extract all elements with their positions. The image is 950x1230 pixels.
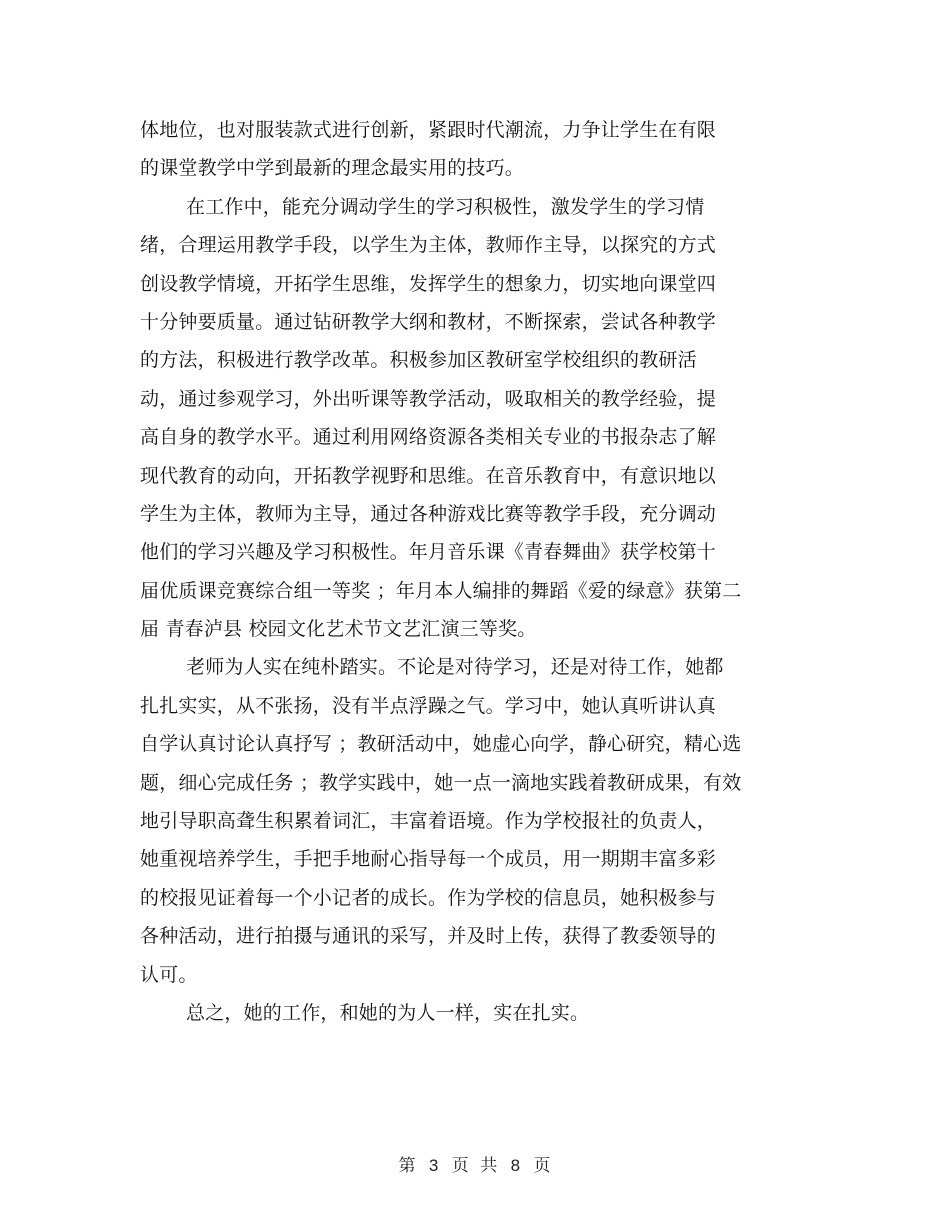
- text-line: 他们的学习兴趣及学习积极性。年月音乐课《青春舞曲》获学校第十: [140, 541, 717, 564]
- text-line: 高自身的教学水平。通过利用网络资源各类相关专业的书报杂志了解: [140, 426, 717, 449]
- text-line: 创设教学情境，开拓学生思维，发挥学生的想象力，切实地向课堂四: [140, 272, 717, 295]
- text-line: 地引导职高聋生积累着词汇，丰富着语境。作为学校报社的负责人，: [140, 810, 717, 833]
- text-line: 体地位，也对服装款式进行创新，紧跟时代潮流，力争让学生在有限: [140, 119, 717, 141]
- footer-suffix: 页: [533, 1156, 552, 1176]
- text-line: 届 青春泸县 校园文化艺术节文艺汇演三等奖。: [140, 618, 537, 641]
- text-line: 她重视培养学生，手把手地耐心指导每一个成员，用一期期丰富多彩: [140, 848, 717, 871]
- footer-total-word: 共: [480, 1156, 499, 1176]
- text-line: 扎扎实实，从不张扬，没有半点浮躁之气。学习中，她认真听讲认真: [140, 694, 717, 717]
- text-line: 题，细心完成任务 ；教学实践中，她一点一滴地实践着教研成果，有效: [140, 771, 742, 794]
- text-line: 绪，合理运用教学手段，以学生为主体，教师作主导，以探究的方式: [140, 234, 717, 257]
- text-line: 自学认真讨论认真抒写 ；教研活动中，她虚心向学，静心研究，精心选: [140, 733, 742, 756]
- text-line: 的校报见证着每一个小记者的成长。作为学校的信息员，她积极参与: [140, 886, 717, 909]
- footer-page-word: 页: [451, 1156, 470, 1176]
- current-page-number: 3: [428, 1156, 440, 1175]
- paragraph-start-line: 总之，她的工作，和她的为人一样，实在扎实。: [186, 1001, 590, 1024]
- total-page-number: 8: [510, 1156, 522, 1175]
- text-line: 十分钟要质量。通过钻研教学大纲和教材，不断探索，尝试各种教学: [140, 310, 717, 333]
- page-number-footer: [0, 1151, 950, 1176]
- text-line: 学生为主体，教师为主导，通过各种游戏比赛等教学手段，充分调动: [140, 502, 717, 525]
- body-text: [140, 111, 790, 1032]
- text-line: 的课堂教学中学到最新的理念最实用的技巧。: [140, 157, 525, 180]
- text-line: 现代教育的动向，开拓教学视野和思维。在音乐教育中，有意识地以: [140, 464, 717, 487]
- footer-prefix: 第: [398, 1156, 417, 1176]
- text-line: 届优质课竞赛综合组一等奖 ；年月本人编排的舞蹈《爱的绿意》获第二: [140, 579, 742, 602]
- text-line: 动，通过参观学习，外出听课等教学活动，吸取相关的教学经验，提: [140, 387, 717, 410]
- paragraph-start-line: 老师为人实在纯朴踏实。不论是对待学习，还是对待工作，她都: [186, 656, 724, 679]
- text-line: 各种活动，进行拍摄与通讯的采写，并及时上传，获得了教委领导的: [140, 925, 717, 948]
- text-line: 认可。: [140, 963, 198, 986]
- paragraph-start-line: 在工作中，能充分调动学生的学习积极性，激发学生的学习情: [186, 195, 705, 218]
- text-line: 的方法，积极进行教学改革。积极参加区教研室学校组织的教研活: [140, 349, 697, 372]
